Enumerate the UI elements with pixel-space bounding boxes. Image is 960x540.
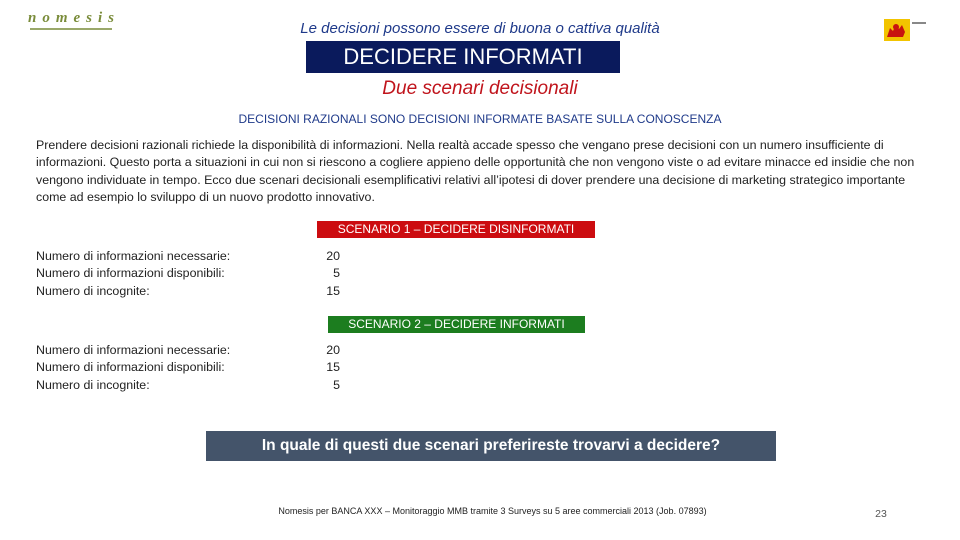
table-row: [36, 283, 366, 300]
scenario-2-table: [36, 342, 366, 394]
footer-note: Nomesis per BANCA XXX – Monitoraggio MMB tramite 3 Surveys su 5 aree commerciali 2013 (Job. 07893): [278, 506, 707, 516]
row-label: Numero di incognite:: [36, 283, 150, 298]
table-row: [36, 359, 366, 376]
section-heading: DECISIONI RAZIONALI SONO DECISIONI INFORMATE BASATE SULLA CONOSCENZA: [238, 112, 722, 126]
row-value: 15: [326, 283, 340, 298]
table-row: [36, 377, 366, 394]
table-row: [36, 265, 366, 282]
logo-wordmark: nomesis: [28, 10, 121, 26]
question-banner: In quale di questi due scenari preferireste trovarvi a decidere?: [206, 431, 776, 461]
subtitle: Due scenari decisionali: [382, 78, 578, 99]
top-title: Le decisioni possono essere di buona o cattiva qualità: [300, 20, 660, 37]
scenario-1-table: [36, 248, 366, 300]
row-label: Numero di informazioni necessarie:: [36, 343, 231, 357]
row-value: 20: [326, 343, 340, 357]
scenario-2-label: SCENARIO 2 – DECIDERE INFORMATI: [328, 316, 585, 333]
row-value: 5: [333, 266, 340, 281]
row-value: 20: [326, 249, 340, 263]
main-title: DECIDERE INFORMATI: [306, 41, 620, 73]
table-row: [36, 248, 366, 265]
row-label: Numero di informazioni disponibili:: [36, 360, 225, 375]
logo-tagline: [30, 28, 112, 30]
page-number: 23: [875, 508, 887, 520]
row-value: 15: [326, 360, 340, 375]
row-value: 5: [333, 377, 340, 392]
intro-paragraph: Prendere decisioni razionali richiede la disponibilità di informazioni. Nella realtà accade spesso che vengano prese decisioni con un numero insufficiente di informazioni. Questo porta a situazioni in cui non si riescono a cogliere appieno delle opportunità che non vengono viste o ad evitare minacce ed insidie che non vengono individuate in tempo. Ecco due scenari decisionali esemplificativi relativi all’ipotesi di dover prendere una decisione di marketing strategico importante come ad esempio lo sviluppo di un nuovo prodotto innovativo.: [36, 138, 915, 205]
row-label: Numero di informazioni disponibili:: [36, 266, 225, 281]
row-label: Numero di informazioni necessarie:: [36, 249, 231, 263]
lion-emblem-icon: [884, 18, 926, 42]
table-row: [36, 342, 366, 359]
scenario-1-label: SCENARIO 1 – DECIDERE DISINFORMATI: [317, 221, 595, 238]
nomesis-logo: [28, 10, 121, 32]
row-label: Numero di incognite:: [36, 377, 150, 392]
